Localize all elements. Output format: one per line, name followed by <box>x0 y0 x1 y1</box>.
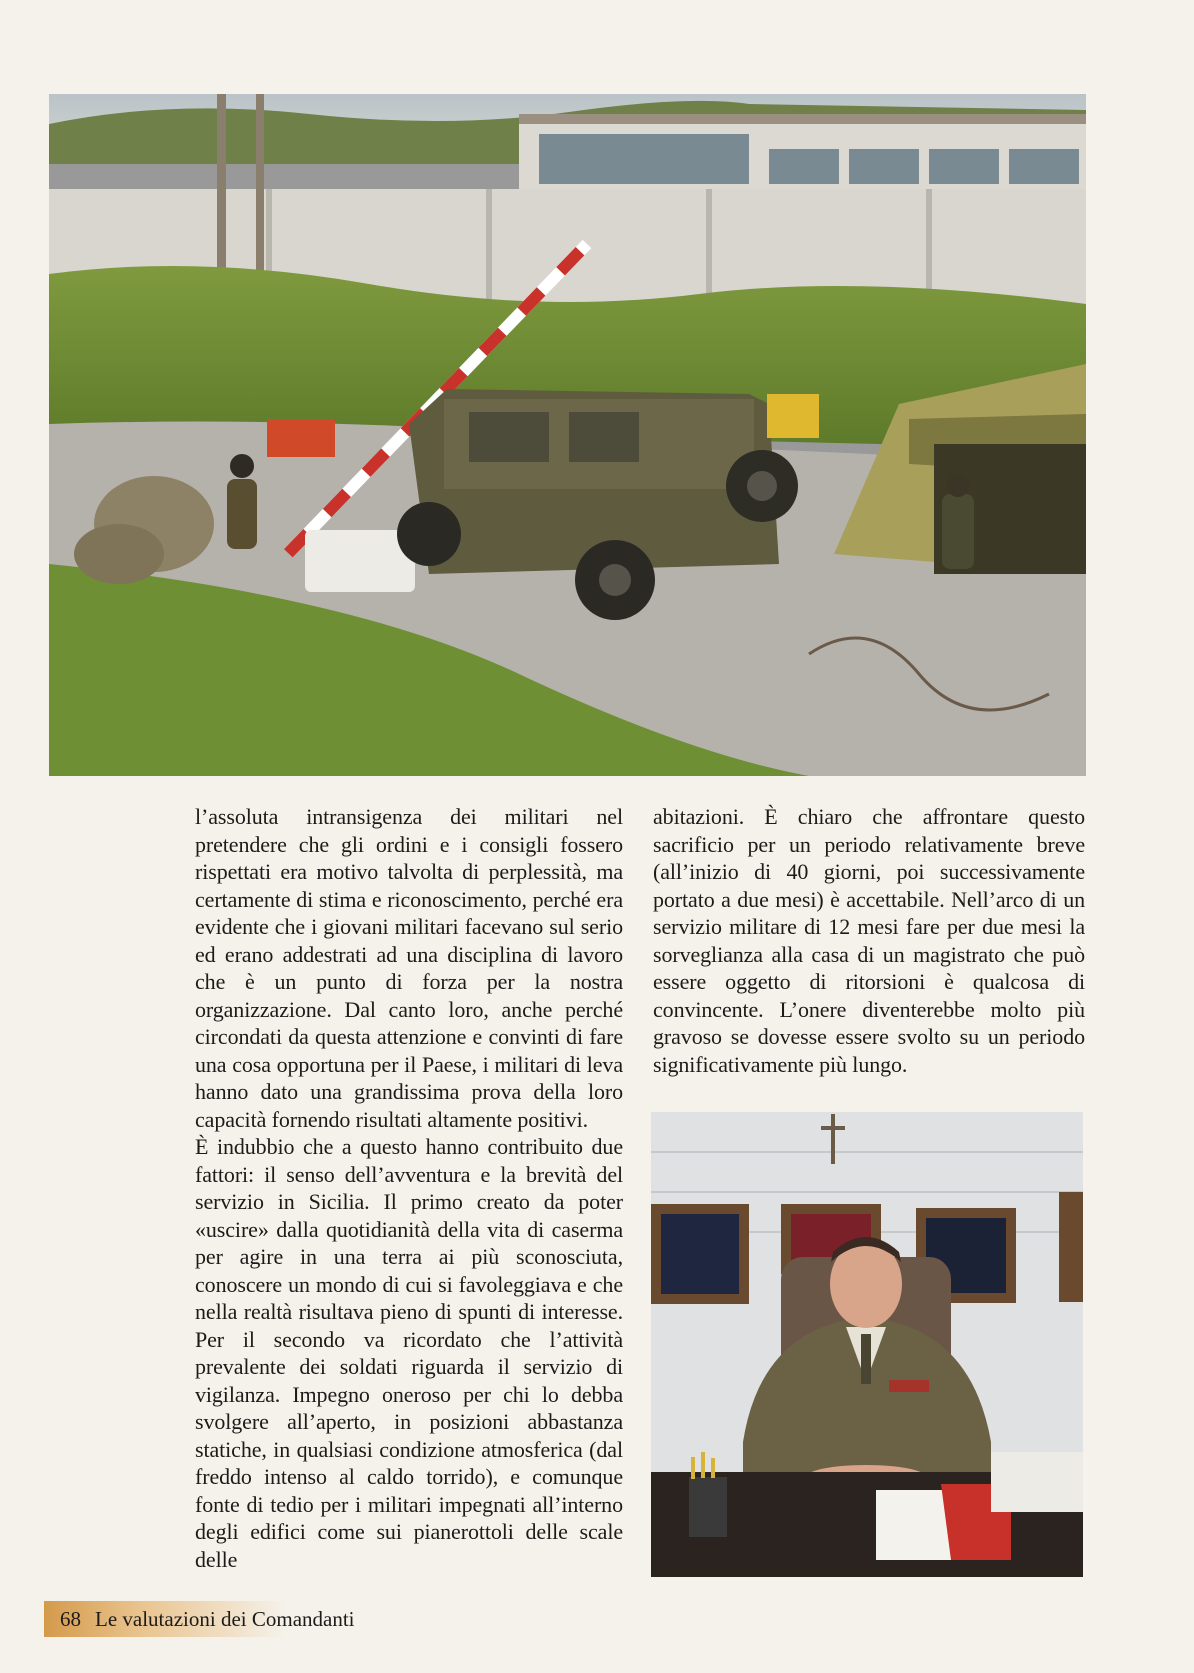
page-footer <box>44 1601 484 1637</box>
paragraph: abitazioni. È chiaro che affrontare questo sacrificio per un periodo relativamente breve (all’inizio di 40 giorni, poi successivamente portato a due mesi) è accettabile. Nell’arco di un servizio militare di 12 mesi fare per due mesi la sorveglianza alla casa di un magistrato che può essere oggetto di ritorsioni è qualcosa di convincente. L’onere diventerebbe molto più gravoso se dovesse essere svolto su un periodo significativamente più lungo. <box>653 804 1085 1077</box>
page-number: 68 <box>60 1606 81 1631</box>
section-title: Le valutazioni dei Comandanti <box>95 1606 355 1631</box>
paragraph: È indubbio che a questo hanno contribuito due fattori: il senso dell’avventura e la brevità del servizio in Sicilia. Il primo creato da poter «uscire» dalla quotidianità della vita di caserma per agire in una terra ai più sconosciuta, conoscere un mondo di cui si favoleggiava e che nella realtà risultava pieno di spunti di interesse. Per il secondo va ricordato che l’attività prevalente dei soldati riguarda il servizio di vigilanza. Impegno oneroso per chi lo debba svolgere all’aperto, in posizioni abbastanza statiche, in qualsiasi condizione atmosferica (dal freddo intenso al caldo torrido), e comunque fonte di tedio per i militari impegnati all’interno degli edifici come sui pianerottoli delle scale delle <box>195 1134 623 1572</box>
officer-illustration <box>651 1112 1083 1577</box>
checkpoint-illustration <box>49 94 1086 776</box>
article-column-right <box>653 803 1085 1078</box>
officer-portrait-photo <box>651 1112 1083 1577</box>
paragraph: l’assoluta intransigenza dei militari nel pretendere che gli ordini e i consigli fossero rispettati era motivo talvolta di perplessità, ma certamente di stima e riconoscimento, perché era evidente che i giovani militari facevano sul serio ed erano addestrati ad una disciplina di lavoro che è un punto di forza per la nostra organizzazione. Dal canto loro, anche perché circondati da questa attenzione e convinti di fare una cosa opportuna per il Paese, i militari di leva hanno dato una grandissima prova della loro capacità fornendo risultati altamente positivi. <box>195 804 623 1132</box>
article-column-left <box>195 803 623 1573</box>
checkpoint-photo <box>49 94 1086 776</box>
